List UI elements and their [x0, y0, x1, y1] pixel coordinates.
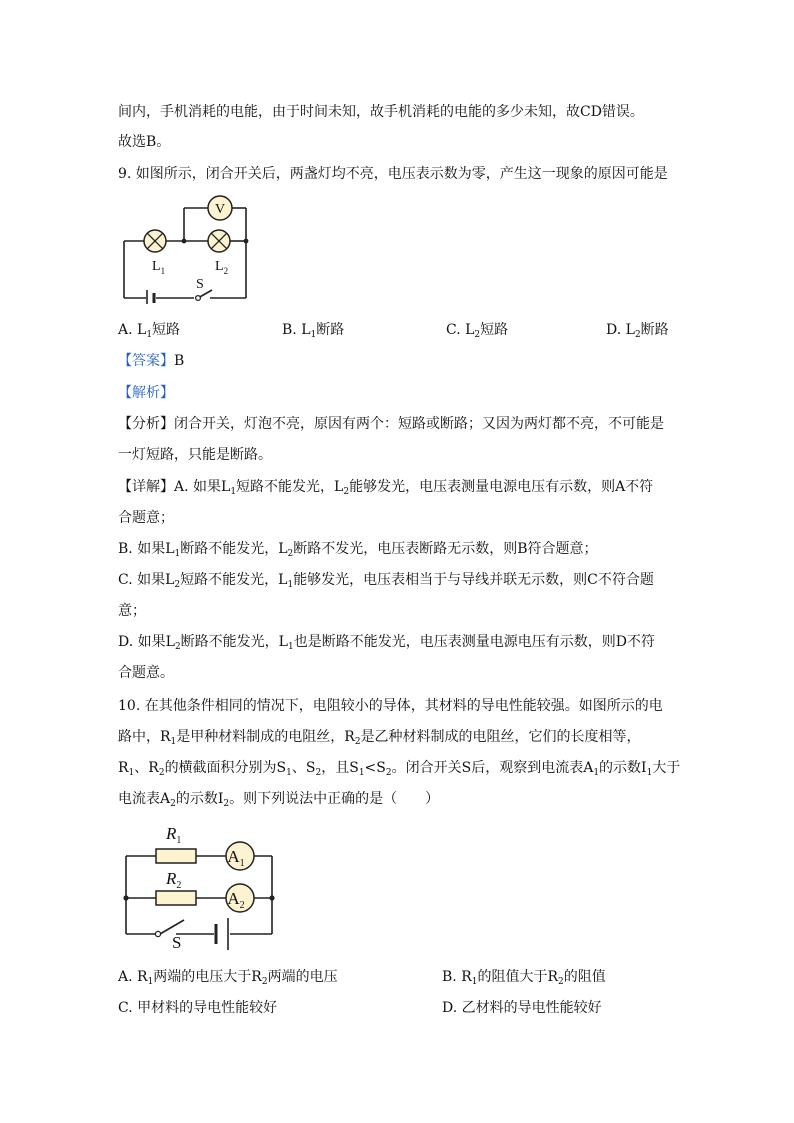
q9-detail-b: B. 如果$L_1$断路不能发光，$L_2$断路不发光，电压表断路无示数，则B符合题意；: [118, 541, 598, 559]
q9-junction-left: [182, 239, 187, 244]
q9-detail-d-cont: 合题意。: [118, 665, 174, 681]
q10-r1-label: $R_1$: [166, 824, 182, 846]
q9-switch-label: S: [196, 277, 204, 292]
q9-fenxi-line2: 一灯短路，只能是断路。: [118, 447, 272, 463]
q9-option-b: B. $L_1$断路: [282, 322, 345, 340]
q10-resistor-r2: [156, 891, 196, 905]
q9-switch-pivot: [196, 296, 201, 301]
q9-option-a: A. $L_1$短路: [118, 322, 181, 340]
q10-resistor-r1: [156, 849, 196, 863]
q10-switch-pivot: [155, 931, 160, 936]
q10-a1-label: $A_1$: [227, 847, 245, 869]
answer-tag: 【答案】: [118, 353, 174, 369]
q9-analysis-tag: 【解析】: [118, 385, 174, 401]
q9-detail-c-cont: 意；: [118, 603, 146, 619]
q9-detail-c: C. 如果$L_2$短路不能发光，$L_1$能够发光，电压表相当于与导线并联无示数，则C不符合题: [118, 572, 654, 590]
q10-junction-left: [123, 895, 128, 900]
q9-lamp1: [144, 230, 166, 252]
q9-stem: 9. 如图所示，闭合开关后，两盏灯均不亮，电压表示数为零，产生这一现象的原因可能是: [118, 166, 668, 182]
q8-tail-line1: 间内，手机消耗的电能，由于时间未知，故手机消耗的电能的多少未知，故CD错误。: [118, 104, 644, 120]
q9-option-c: C. $L_2$短路: [446, 322, 509, 340]
q9-voltmeter-label: V: [214, 202, 226, 217]
q9-lamp1-label: $L_1$: [152, 259, 166, 276]
q8-tail-line2: 故选B。: [118, 134, 171, 150]
q9-fenxi-line1: 【分析】闭合开关，灯泡不亮，原因有两个：短路或断路；又因为两灯都不亮，不可能是: [118, 416, 664, 432]
q10-circuit-diagram: [118, 818, 278, 952]
q9-lamp2: [208, 230, 230, 252]
q10-a2-label: $A_2$: [227, 889, 245, 911]
q10-option-b: B. $R_1$的阻值大于$R_2$的阻值: [442, 969, 606, 987]
q10-option-c: C. 甲材料的导电性能较好: [118, 1000, 278, 1016]
q9-lamp2-label: $L_2$: [215, 259, 229, 276]
q9-circuit-diagram: [118, 192, 254, 304]
q9-answer: 【答案】B: [118, 353, 185, 369]
q10-stem-line3: $R_1$、$R_2$的横截面积分别为$S_1$、$S_2$，且$S_1<S_2$。闭合开关S后，观察到电流表$A_1$的示数$I_1$大于: [118, 760, 681, 778]
q10-r2-label: $R_2$: [166, 869, 182, 891]
q10-switch-label: S: [172, 933, 182, 952]
q10-stem-line2: 路中，$R_1$是甲种材料制成的电阻丝，$R_2$是乙种材料制成的电阻丝，它们的长度相等，: [118, 729, 641, 747]
q10-stem-line4: 电流表$A_2$的示数$I_2$。则下列说法中正确的是（ ）: [118, 791, 440, 809]
q10-stem-line1: 10. 在其他条件相同的情况下，电阻较小的导体，其材料的导电性能较强。如图所示的电: [118, 698, 663, 714]
q9-detail-d: D. 如果$L_2$断路不能发光，$L_1$也是断路不能发光，电压表测量电源电压有示数，则D不符: [118, 634, 655, 652]
q9-option-d: D. $L_2$断路: [606, 322, 669, 340]
q10-option-a: A. $R_1$两端的电压大于$R_2$两端的电压: [118, 969, 338, 987]
q10-junction-right: [269, 895, 274, 900]
q10-option-d: D. 乙材料的导电性能较好: [442, 1000, 602, 1016]
q9-detail-a: 【详解】A. 如果$L_1$短路不能发光，$L_2$能够发光，电压表测量电源电压有示数，则A不符: [118, 479, 654, 497]
q9-detail-a-cont: 合题意；: [118, 510, 174, 526]
q9-junction-right: [244, 239, 249, 244]
